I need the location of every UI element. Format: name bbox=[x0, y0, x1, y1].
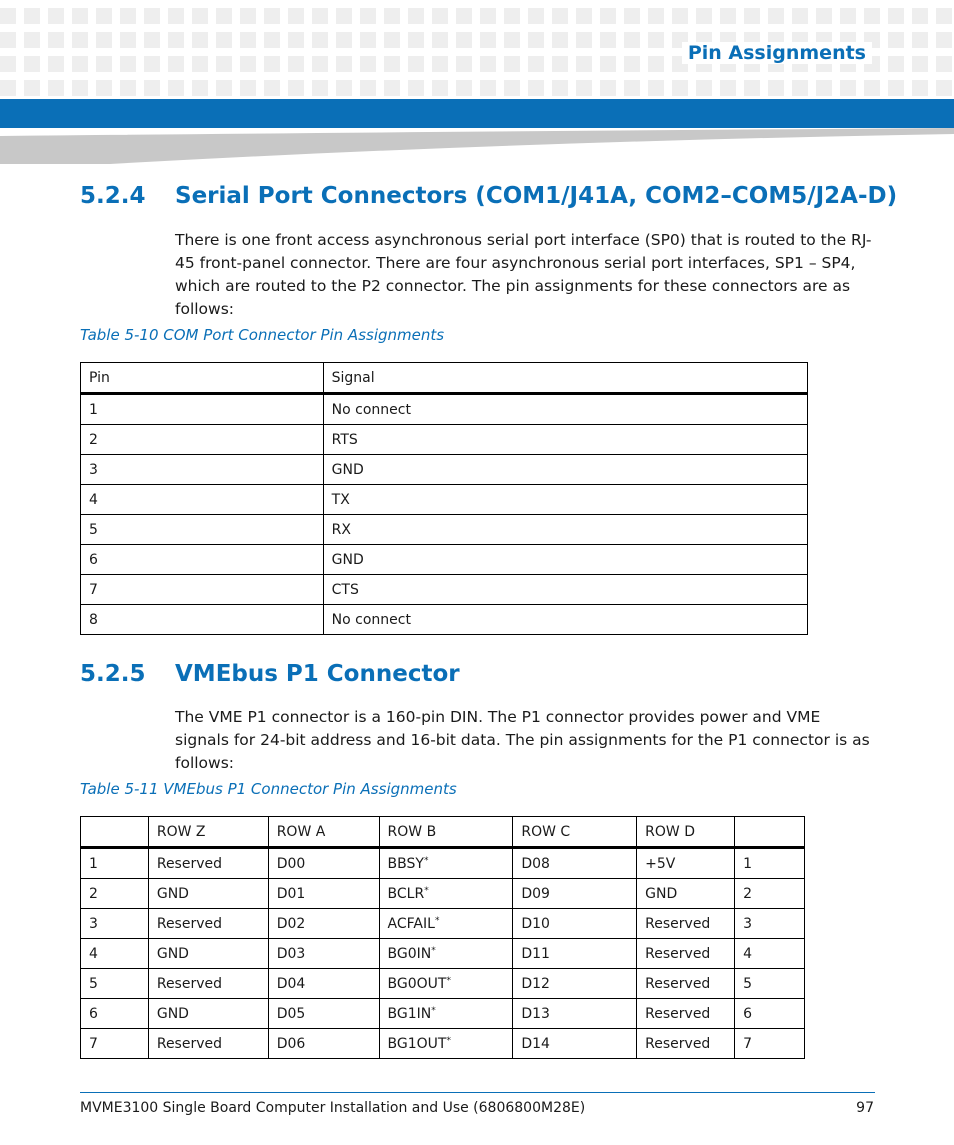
table-cell: 4 bbox=[81, 939, 149, 969]
table-row bbox=[81, 455, 808, 485]
table-cell: D10 bbox=[513, 909, 637, 939]
table-cell: 2 bbox=[81, 879, 149, 909]
table-cell: 3 bbox=[735, 909, 805, 939]
table-cell: No connect bbox=[323, 394, 807, 425]
table-cell: GND bbox=[323, 455, 807, 485]
table-cell: 6 bbox=[81, 999, 149, 1029]
table-cell: 1 bbox=[81, 394, 324, 425]
table-row bbox=[81, 848, 805, 879]
section-5-2-5-body: The VME P1 connector is a 160-pin DIN. The P1 connector provides power and VME signals for 24-bit address and 16-bit data. The pin assignments for the P1 connector is as follows: bbox=[175, 708, 870, 772]
table-cell: 1 bbox=[735, 848, 805, 879]
table-cell: 1 bbox=[81, 848, 149, 879]
footer-document-title: MVME3100 Single Board Computer Installation and Use (6806800M28E) bbox=[80, 1100, 586, 1116]
signal-name: BG1IN bbox=[387, 1005, 432, 1022]
table-row bbox=[81, 879, 805, 909]
table-cell: TX bbox=[323, 485, 807, 515]
table-cell: 2 bbox=[735, 879, 805, 909]
table-cell: Reserved bbox=[637, 999, 735, 1029]
table-cell bbox=[379, 909, 513, 939]
table-row bbox=[81, 545, 808, 575]
header-blue-bar bbox=[0, 99, 954, 128]
table-cell: 5 bbox=[735, 969, 805, 999]
table-cell: +5V bbox=[637, 848, 735, 879]
footer-rule bbox=[80, 1092, 875, 1093]
table-header-row bbox=[81, 817, 805, 848]
active-low-asterisk: * bbox=[446, 975, 451, 986]
table-cell: Reserved bbox=[637, 939, 735, 969]
table-cell: D03 bbox=[268, 939, 379, 969]
table-cell: GND bbox=[637, 879, 735, 909]
section-heading-5-2-5 bbox=[80, 661, 460, 687]
header-cell: ROW A bbox=[268, 817, 379, 848]
table-cell: D13 bbox=[513, 999, 637, 1029]
table-cell: D12 bbox=[513, 969, 637, 999]
header-cell: ROW Z bbox=[148, 817, 268, 848]
table-cell bbox=[379, 848, 513, 879]
table-cell: D08 bbox=[513, 848, 637, 879]
com-port-pin-table bbox=[80, 362, 808, 635]
section-heading-5-2-4 bbox=[80, 183, 897, 209]
active-low-asterisk: * bbox=[423, 855, 429, 866]
active-low-asterisk: * bbox=[431, 1005, 436, 1016]
table-cell: D01 bbox=[268, 879, 379, 909]
table-cell: Reserved bbox=[637, 969, 735, 999]
table-cell: Reserved bbox=[148, 1029, 268, 1059]
footer-page-number: 97 bbox=[856, 1100, 874, 1116]
table-cell bbox=[379, 939, 513, 969]
table-cell bbox=[379, 999, 513, 1029]
signal-name: ACFAIL bbox=[387, 915, 435, 932]
table-cell: Reserved bbox=[637, 909, 735, 939]
active-low-asterisk: * bbox=[434, 915, 440, 926]
table-cell: 5 bbox=[81, 969, 149, 999]
header-cell: ROW B bbox=[379, 817, 513, 848]
table-cell: D05 bbox=[268, 999, 379, 1029]
table-cell: 8 bbox=[81, 605, 324, 635]
table-cell: D02 bbox=[268, 909, 379, 939]
table-cell: RX bbox=[323, 515, 807, 545]
table-cell: D04 bbox=[268, 969, 379, 999]
table-cell: 5 bbox=[81, 515, 324, 545]
section-number: 5.2.5 bbox=[80, 661, 146, 687]
table-header-row bbox=[81, 363, 808, 394]
table-cell: 6 bbox=[735, 999, 805, 1029]
section-5-2-4-body: There is one front access asynchronous serial port interface (SP0) that is routed to the RJ-45 front-panel connector. There are four asynchronous serial port interfaces, SP1 – SP4, which are routed to the P2 connector. The pin assignments for these connectors are as follows: bbox=[175, 231, 872, 318]
header-cell: Pin bbox=[81, 363, 324, 394]
section-title: Serial Port Connectors (COM1/J41A, COM2–COM5/J2A-D) bbox=[175, 183, 898, 209]
table-cell: 7 bbox=[81, 575, 324, 605]
table-cell: D06 bbox=[268, 1029, 379, 1059]
table-cell: Reserved bbox=[148, 848, 268, 879]
table-cell: GND bbox=[148, 939, 268, 969]
table-cell: RTS bbox=[323, 425, 807, 455]
active-low-asterisk: * bbox=[431, 945, 436, 956]
table-cell bbox=[379, 879, 513, 909]
table-cell: 4 bbox=[81, 485, 324, 515]
table-cell: D00 bbox=[268, 848, 379, 879]
table-row bbox=[81, 575, 808, 605]
table-cell: CTS bbox=[323, 575, 807, 605]
section-title: VMEbus P1 Connector bbox=[175, 661, 460, 687]
table-cell: GND bbox=[148, 999, 268, 1029]
table-5-11-caption: Table 5-11 VMEbus P1 Connector Pin Assignments bbox=[80, 780, 457, 798]
header-cell: Signal bbox=[323, 363, 807, 394]
header-cell bbox=[81, 817, 149, 848]
section-number: 5.2.4 bbox=[80, 183, 146, 209]
table-cell: 3 bbox=[81, 455, 324, 485]
table-row bbox=[81, 425, 808, 455]
table-cell: D11 bbox=[513, 939, 637, 969]
header-grey-swoosh bbox=[0, 128, 954, 164]
header-cell: ROW D bbox=[637, 817, 735, 848]
table-row bbox=[81, 605, 808, 635]
active-low-asterisk: * bbox=[446, 1035, 451, 1046]
table-row bbox=[81, 969, 805, 999]
header-cell bbox=[735, 817, 805, 848]
table-cell: D14 bbox=[513, 1029, 637, 1059]
table-cell: Reserved bbox=[148, 909, 268, 939]
running-header-title: Pin Assignments bbox=[682, 42, 872, 64]
table-cell: 4 bbox=[735, 939, 805, 969]
table-cell bbox=[379, 969, 513, 999]
signal-name: BG1OUT bbox=[387, 1035, 447, 1052]
table-cell: GND bbox=[148, 879, 268, 909]
table-cell: 6 bbox=[81, 545, 324, 575]
table-cell: Reserved bbox=[637, 1029, 735, 1059]
table-cell: No connect bbox=[323, 605, 807, 635]
table-cell: Reserved bbox=[148, 969, 268, 999]
table-row bbox=[81, 394, 808, 425]
table-row bbox=[81, 939, 805, 969]
table-cell: GND bbox=[323, 545, 807, 575]
table-row bbox=[81, 485, 808, 515]
signal-name: BBSY bbox=[387, 855, 424, 872]
header-cell: ROW C bbox=[513, 817, 637, 848]
table-cell: 7 bbox=[81, 1029, 149, 1059]
table-row bbox=[81, 909, 805, 939]
signal-name: BG0IN bbox=[387, 945, 432, 962]
vmebus-p1-pin-table bbox=[80, 816, 805, 1059]
active-low-asterisk: * bbox=[424, 885, 429, 896]
table-row bbox=[81, 1029, 805, 1059]
table-row bbox=[81, 515, 808, 545]
table-cell: 3 bbox=[81, 909, 149, 939]
table-cell bbox=[379, 1029, 513, 1059]
table-cell: 2 bbox=[81, 425, 324, 455]
table-cell: D09 bbox=[513, 879, 637, 909]
signal-name: BG0OUT bbox=[387, 975, 447, 992]
table-cell: 7 bbox=[735, 1029, 805, 1059]
signal-name: BCLR bbox=[387, 885, 425, 902]
table-5-10-caption: Table 5-10 COM Port Connector Pin Assignments bbox=[80, 326, 445, 344]
table-row bbox=[81, 999, 805, 1029]
